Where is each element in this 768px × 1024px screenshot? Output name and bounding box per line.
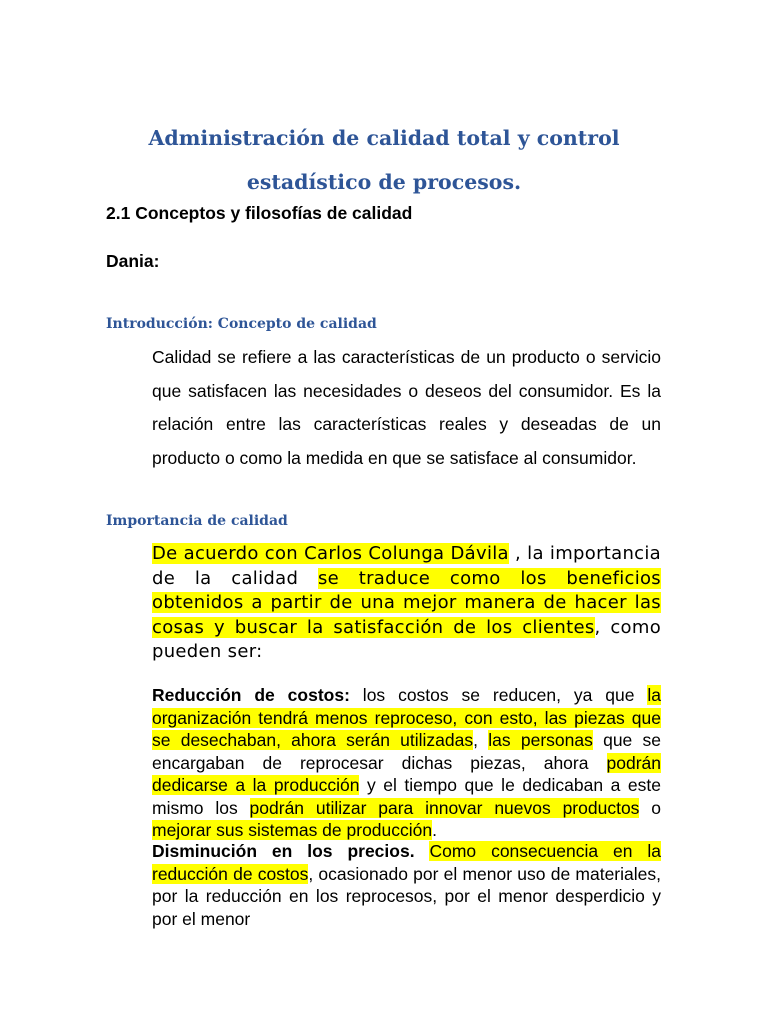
highlighted-text: podrán dedicarse a la producción xyxy=(152,752,661,795)
highlighted-text: Como consecuencia en la reducción de costos xyxy=(152,841,661,884)
author-label: Dania: xyxy=(106,251,160,271)
paragraph-text: . xyxy=(432,820,437,840)
section-subtitle: 2.1 Conceptos y filosofías de calidad xyxy=(106,203,413,223)
highlighted-text: De acuerdo con Carlos Colunga Dávila xyxy=(152,543,509,564)
document-title: Administración de calidad total y control estadístico de procesos. xyxy=(148,126,620,194)
heading-introduccion: Introducción: Concepto de calidad xyxy=(106,316,377,332)
paragraph-text: y el tiempo que le dedicaban a este mismo los xyxy=(152,775,661,818)
heading-importancia: Importancia de calidad xyxy=(106,513,288,529)
paragraph-text: o xyxy=(639,797,661,818)
paragraph-text: , la importancia de la calidad xyxy=(152,543,661,589)
costos-paragraph xyxy=(152,684,661,842)
importancia-paragraph xyxy=(152,542,661,665)
paragraph-text: , ocasionado por el menor uso de materiales, por la reducción en los reprocesos, por el menor desperdicio y por el menor xyxy=(152,863,661,929)
paragraph-text: que se encargaban de reprocesar dichas piezas, ahora xyxy=(152,730,662,773)
paragraph-text: , como pueden ser: xyxy=(152,616,662,662)
highlighted-text: se traduce como los beneficios obtenidos a partir de una mejor manera de hacer las cosas y buscar la satisfacción de los clientes xyxy=(152,567,661,638)
precios-label: Disminución en los precios. xyxy=(152,841,415,861)
highlighted-text: mejorar sus sistemas de producción xyxy=(152,820,433,840)
highlighted-text: la organización tendrá menos reproceso, con esto, las piezas que se desechaban, ahora serán utilizadas xyxy=(152,685,661,750)
highlighted-text: las personas xyxy=(488,730,593,750)
precios-paragraph xyxy=(152,840,661,930)
costos-label: Reducción de costos: xyxy=(152,685,350,705)
paragraph-text: los costos se reducen, ya que xyxy=(349,685,648,705)
intro-paragraph: Calidad se refiere a las características de un producto o servicio que satisfacen las necesidades o deseos del consumidor. Es la relación entre las características reales y deseadas de un producto o como la medida en que se satisface al consumidor. xyxy=(152,347,661,468)
paragraph-text xyxy=(415,841,430,861)
highlighted-text: podrán utilizar para innovar nuevos productos xyxy=(249,797,640,818)
paragraph-text: , xyxy=(473,730,489,750)
